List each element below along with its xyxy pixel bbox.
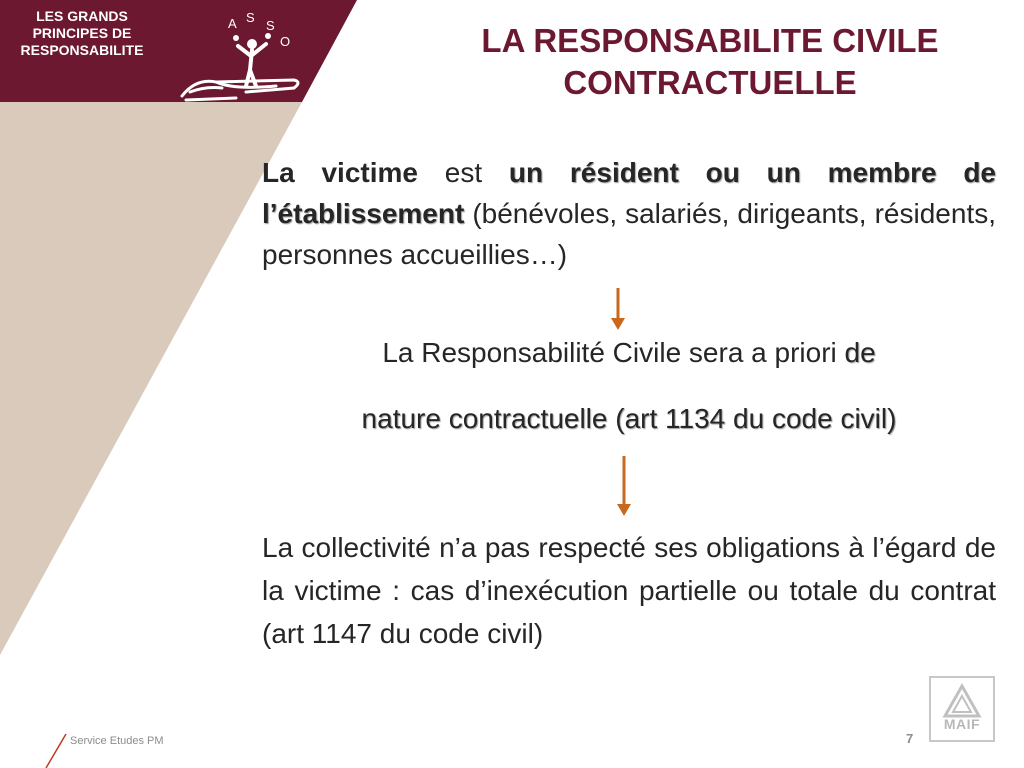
slide-title-line-2: CONTRACTUELLE (563, 64, 857, 101)
section-label-line-3: RESPONSABILITE (20, 42, 144, 58)
footer-accent-line (40, 732, 70, 768)
section-label-line-2: PRINCIPES DE (32, 25, 132, 41)
arrow-down-icon (608, 288, 628, 332)
maif-logo-text: MAIF (943, 716, 981, 732)
section-label-line-1: LES GRANDS (36, 8, 128, 24)
page-number: 7 (906, 731, 914, 746)
asso-logo-letter-s2: S (266, 18, 275, 33)
asso-logo-letter-s1: S (246, 10, 255, 25)
resident-member-text: un résident ou un membre de l’établissement (262, 157, 996, 229)
slide-title-line-1: LA RESPONSABILITE CIVILE (481, 22, 939, 59)
victim-paragraph (262, 152, 996, 275)
section-label (0, 8, 164, 59)
obligations-paragraph: La collectivité n’a pas respecté ses obligations à l’égard de la victime : cas d’inexécution partielle ou totale du contrat (art 1147 du code civil) (262, 532, 996, 649)
nature-text-part-1: de (844, 337, 876, 368)
nature-text-part-2: nature contractuelle (art 1134 du code civil) (361, 403, 897, 434)
victim-verb: est (417, 157, 509, 188)
asso-logo-letter-a: A (228, 16, 237, 31)
responsibility-statement-line-2 (262, 402, 996, 436)
asso-logo-letter-o: O (280, 34, 291, 49)
responsibility-lead: La Responsabilité Civile sera a priori (382, 337, 845, 368)
victim-term: La victime (262, 157, 418, 188)
slide-title (420, 20, 1000, 104)
responsibility-statement (262, 336, 996, 370)
victim-details: (bénévoles, salariés, dirigeants, résidents, personnes accueillies…) (262, 198, 996, 270)
asso-logo (176, 8, 316, 102)
arrow-down-icon-2 (614, 456, 634, 518)
footer-service: Service Etudes PM (70, 735, 164, 747)
maif-logo (929, 676, 995, 742)
